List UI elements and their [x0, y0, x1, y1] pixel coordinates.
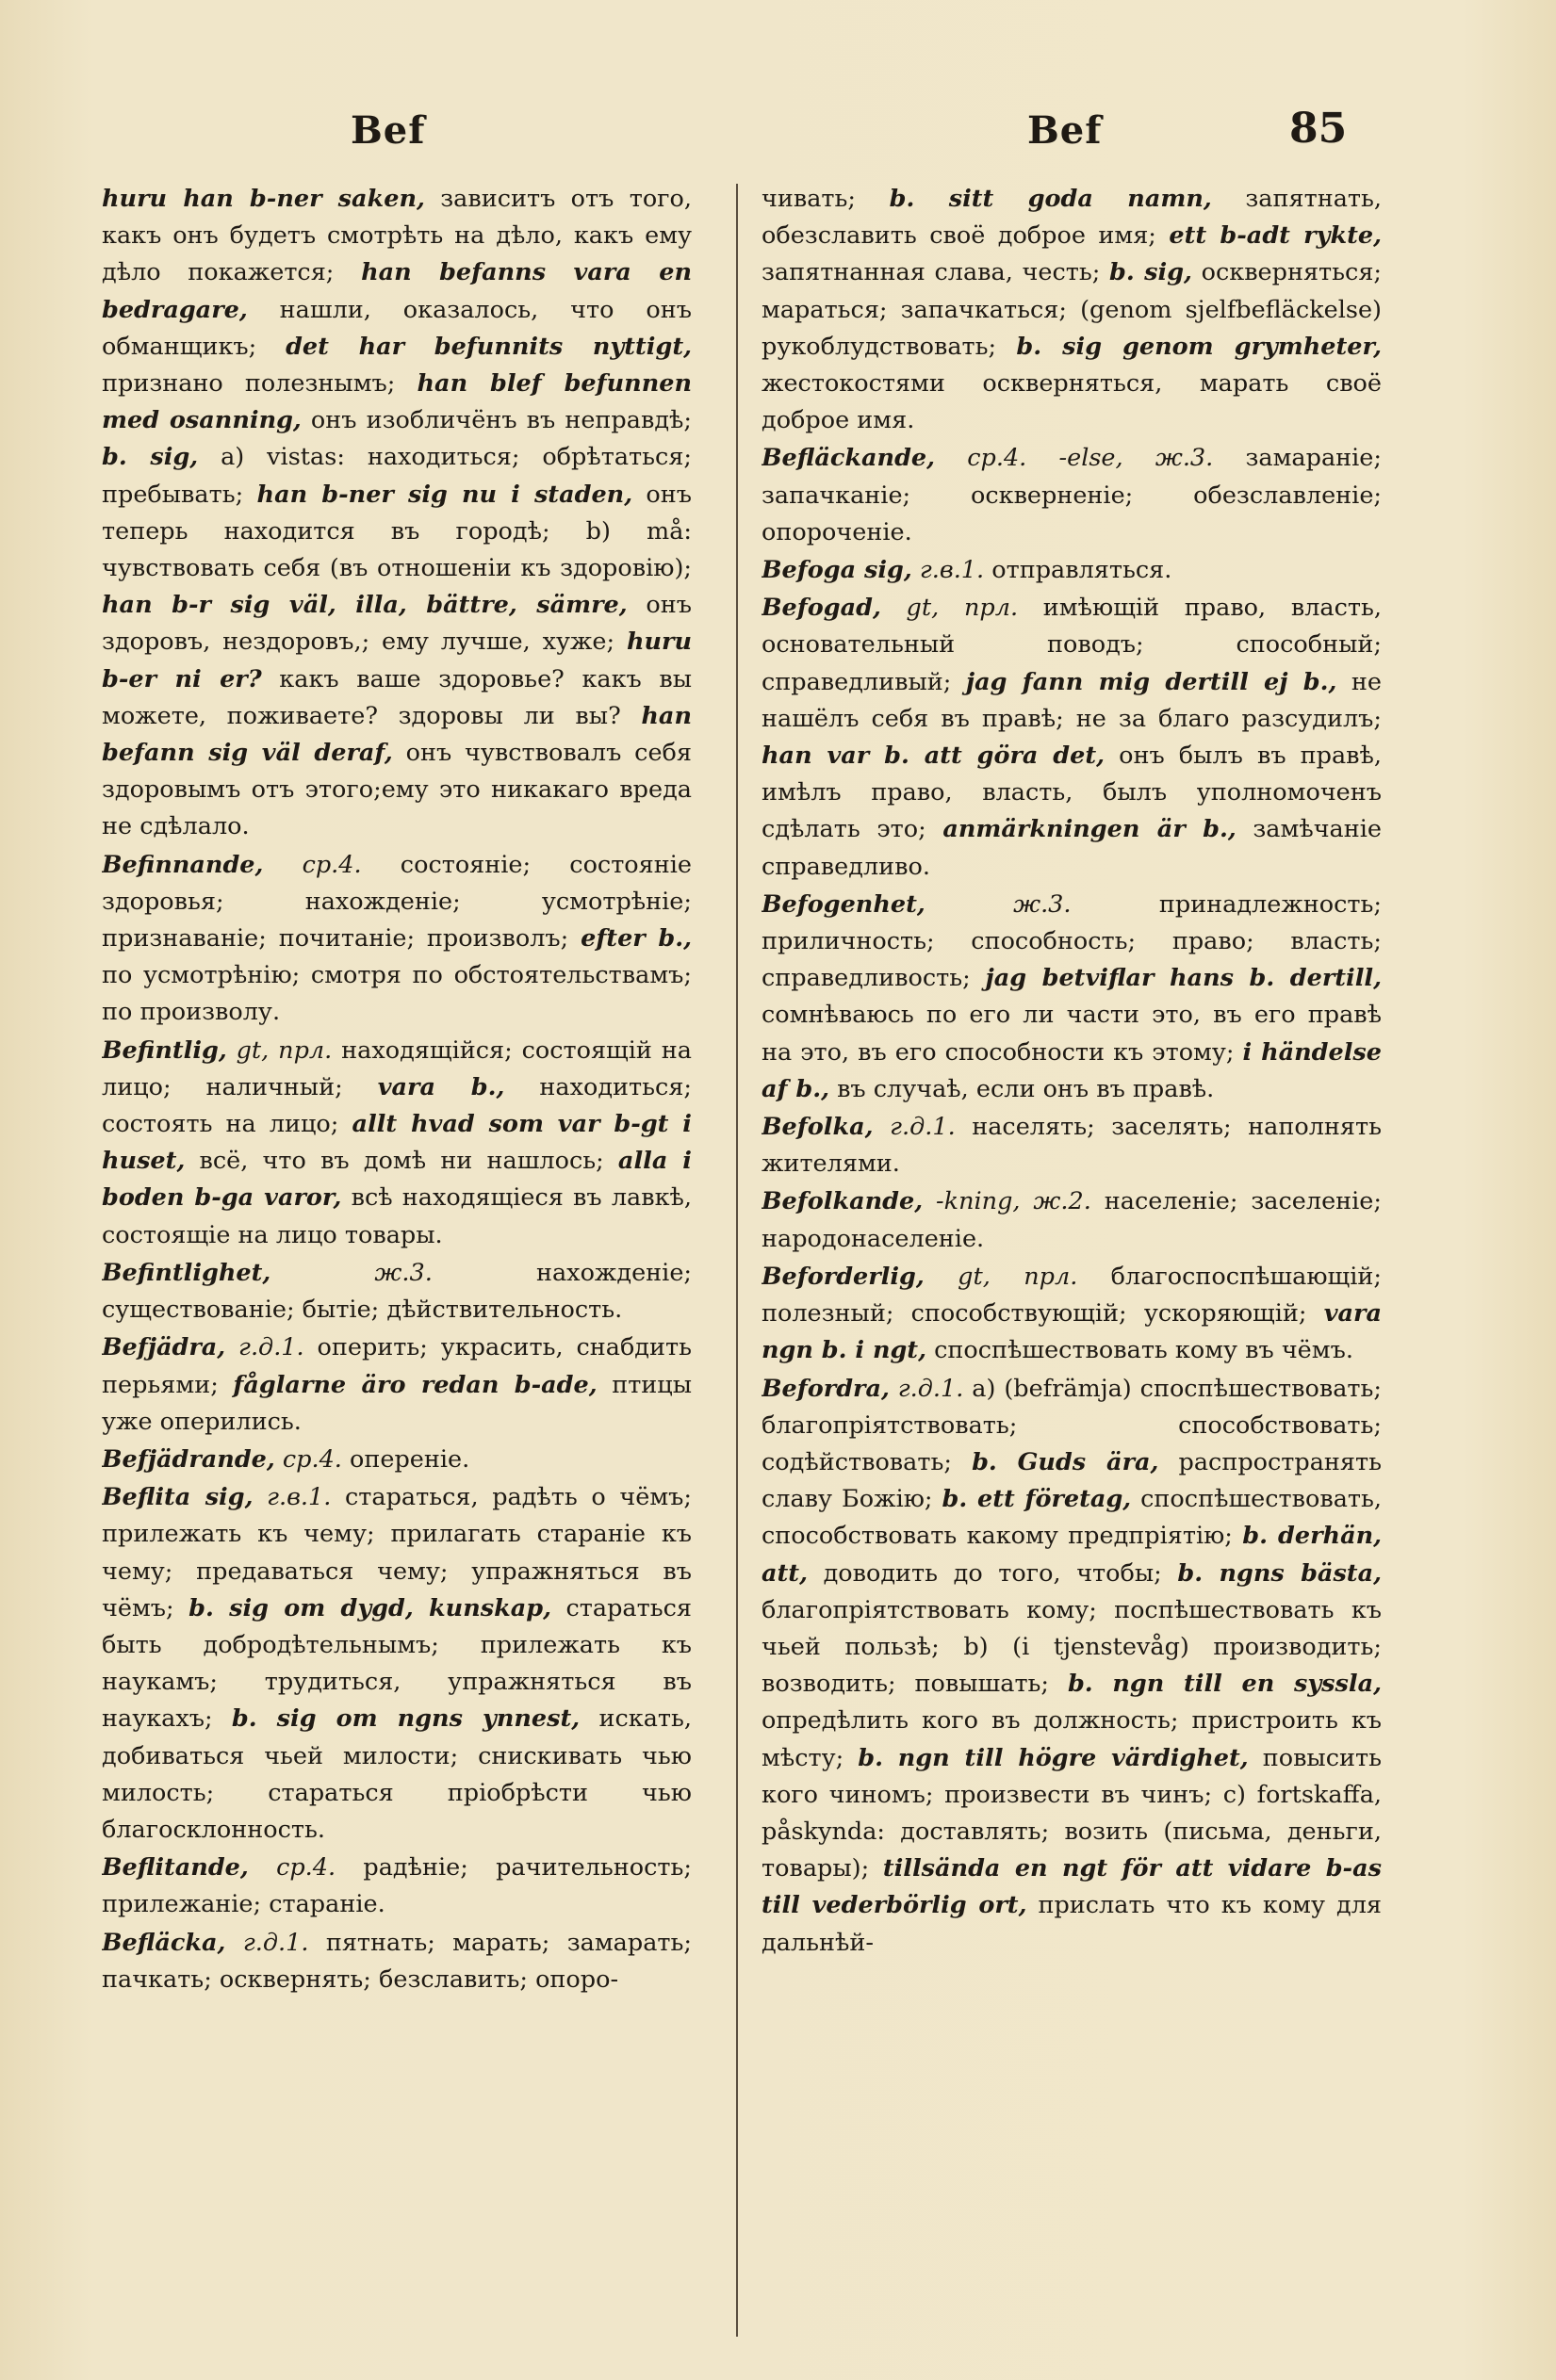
russian-translation: споспѣшествовать кому въ чёмъ.: [925, 1336, 1353, 1365]
running-head-right: Bef: [1027, 108, 1103, 153]
swedish-example: huru han b-ner saken,: [102, 185, 425, 213]
swedish-example: han befann sig väl deraf,: [102, 701, 692, 768]
russian-translation: стараться, радѣть о чёмъ; прилежать къ чему; прилагать стараніе къ чему; предаваться чему; упражняться въ чёмъ;: [102, 1483, 692, 1622]
russian-translation: опереніе.: [341, 1444, 470, 1474]
russian-translation: онъ здоровъ, нездоровъ,; ему лучше, хуже;: [102, 591, 692, 657]
swedish-example: anmärkningen är b.,: [942, 815, 1237, 844]
russian-translation: благоспоспѣшающій; полезный; способствующій; ускоряющій;: [762, 1262, 1382, 1329]
swedish-example: b. sitt goda namn,: [889, 185, 1212, 213]
entry-grammar: ср.4.: [263, 850, 362, 879]
entry-headword: Beflitande,: [102, 1853, 249, 1883]
russian-translation: находиться; состоять на лицо;: [102, 1072, 692, 1139]
entry-grammar: gt, прл.: [924, 1262, 1078, 1291]
swedish-example: allt hvad som var b-gt i huset,: [102, 1110, 692, 1176]
entry-headword: Befogenhet,: [762, 889, 925, 919]
russian-translation: прислать что къ кому для дальнѣй-: [762, 1891, 1382, 1957]
russian-translation: въ случаѣ, если онъ въ правѣ.: [828, 1074, 1215, 1103]
swedish-example: han blef befunnen med osanning,: [102, 369, 692, 435]
entry-headword: Befläcka,: [102, 1928, 226, 1957]
swedish-example: b. sig,: [102, 443, 199, 472]
swedish-example: han befanns vara en bedragare,: [102, 258, 692, 324]
russian-translation: запятнанная слава, честь;: [762, 258, 1110, 287]
swedish-example: jag fann mig dertill ej b.,: [965, 667, 1337, 696]
entry-headword: Befintlighet,: [102, 1258, 271, 1287]
entry-grammar: gt, прл.: [880, 594, 1019, 623]
russian-translation: не нашёлъ себя въ правѣ; не за благо разсудилъ;: [762, 667, 1382, 733]
entry-grammar: gt, прл.: [226, 1035, 333, 1065]
entry-grammar: г.д.1.: [873, 1113, 956, 1142]
entry-headword: Befogad,: [762, 594, 881, 623]
russian-translation: жестокостями оскверняться, марать своё доброе имя.: [762, 369, 1382, 435]
russian-translation: населять; заселять; наполнять жителями.: [762, 1113, 1382, 1179]
swedish-example: b. ngns bästa,: [1177, 1558, 1382, 1588]
russian-translation: всё, что въ домѣ ни нашлось;: [185, 1147, 618, 1176]
dictionary-entry: [762, 440, 1382, 551]
entry-grammar: ср.4.: [248, 1853, 336, 1883]
russian-translation: пятнать; марать; замарать; пачкать; осквернять; безславить; опоро-: [102, 1928, 692, 1994]
entry-headword: Befintlig,: [102, 1035, 227, 1065]
entry-headword: Beforderlig,: [762, 1262, 925, 1291]
russian-translation: состояніе; состояніе здоровья; нахожденіе; усмотрѣніе; признаваніе; почитаніе; произволъ;: [102, 850, 692, 954]
entry-headword: Befolkande,: [762, 1187, 924, 1216]
swedish-example: i händelse af b.,: [762, 1037, 1382, 1103]
page-number: 85: [1289, 105, 1348, 153]
swedish-example: b. derhän, att,: [762, 1522, 1382, 1588]
entry-headword: Befordra,: [762, 1374, 890, 1403]
russian-translation: радѣніе; рачительность; прилежаніе; стараніе.: [102, 1853, 692, 1919]
swedish-example: b. ngn till högre värdighet,: [858, 1743, 1249, 1772]
russian-translation: онъ чувствовалъ себя здоровымъ отъ этого;ему это никакаго вреда не сдѣлало.: [102, 739, 692, 841]
russian-translation: благопріятствовать кому; поспѣшествовать къ чьей пользѣ; b) (i tjenstevåg) производить; возводить; повышать;: [762, 1595, 1382, 1699]
swedish-example: b. Guds ära,: [972, 1447, 1159, 1476]
russian-translation: оскверняться; мараться; запачкаться; (genom sjelfbefläckelse) рукоблудствовать;: [762, 258, 1382, 361]
entry-grammar: г.в.1.: [911, 556, 985, 585]
swedish-example: han b-r sig väl, illa, bättre, sämre,: [102, 591, 628, 620]
russian-translation: онъ теперь находится въ городѣ; b) må: чувствовать себя (въ отношеніи къ здоровію);: [102, 480, 692, 583]
entry-grammar: г.д.1.: [225, 1928, 309, 1957]
swedish-example: alla i boden b-ga varor,: [102, 1147, 692, 1213]
russian-translation: a) vistas: находиться; обрѣтаться; пребывать;: [102, 443, 692, 509]
entry-grammar: -kning, ж.2.: [923, 1187, 1091, 1216]
russian-translation: споспѣшествовать, способствовать какому предпріятію;: [762, 1485, 1382, 1551]
dictionary-entry: [762, 181, 1382, 439]
swedish-example: vara ngn b. i ngt,: [762, 1299, 1382, 1365]
dictionary-entry: [102, 1925, 692, 1998]
swedish-example: efter b.,: [581, 924, 692, 954]
left-column: [102, 181, 692, 2348]
dictionary-entry: [102, 1033, 692, 1254]
swedish-example: b. ett företag,: [942, 1485, 1132, 1514]
swedish-example: fåglarne äro redan b-ade,: [233, 1370, 598, 1399]
swedish-example: b. ngn till en syssla,: [1067, 1670, 1382, 1699]
swedish-example: b. sig genom grymheter,: [1016, 332, 1382, 361]
russian-translation: a) (befrämja) споспѣшествовать; благопріятствовать; способствовать; содѣйствовать;: [762, 1374, 1382, 1476]
dictionary-entry: [762, 590, 1382, 886]
swedish-example: han b-ner sig nu i staden,: [256, 480, 633, 509]
russian-translation: населеніе; заселеніе; народонаселеніе.: [762, 1187, 1382, 1253]
swedish-example: han var b. att göra det,: [762, 742, 1106, 771]
entry-headword: Beflita sig,: [102, 1483, 254, 1512]
russian-translation: оперить; украсить, снабдить перьями;: [102, 1333, 692, 1399]
russian-translation: онъ былъ въ правѣ, имѣлъ право, власть, былъ уполномоченъ сдѣлать это;: [762, 742, 1382, 844]
dictionary-entry: [102, 1850, 692, 1923]
swedish-example: det har befunnits nyttigt,: [286, 332, 692, 361]
russian-translation: доводить до того, чтобы;: [807, 1558, 1178, 1588]
swedish-example: tillsända en ngt för att vidare b-as till vederbörlig ort,: [762, 1854, 1382, 1920]
swedish-example: ett b-adt rykte,: [1169, 221, 1382, 251]
russian-translation: сомнѣваюсь по его ли части это, въ его правѣ на это, въ его способности къ этому;: [762, 1001, 1382, 1067]
entry-headword: Befolka,: [762, 1113, 874, 1142]
dictionary-entry: [102, 1479, 692, 1849]
entry-grammar: г.д.1.: [225, 1333, 304, 1362]
russian-translation: принадлежность; приличность; способность; право; власть; справедливость;: [762, 889, 1382, 993]
entry-headword: Befjädrande,: [102, 1444, 275, 1474]
dictionary-entry: [762, 1109, 1382, 1182]
russian-translation: нахожденіе; существованіе; бытіе; дѣйствительность.: [102, 1258, 692, 1325]
dictionary-entry: [762, 1259, 1382, 1370]
entry-headword: Befinnande,: [102, 850, 264, 879]
dictionary-entry: [102, 847, 692, 1032]
dictionary-entry: [762, 1371, 1382, 1962]
russian-translation: запятнать, обезславить своё доброе имя;: [762, 185, 1382, 251]
dictionary-entry: [102, 1255, 692, 1329]
russian-translation: признано полезнымъ;: [102, 369, 418, 399]
swedish-example: b. sig om dygd, kunskap,: [188, 1593, 551, 1622]
entry-headword: Befläckande,: [762, 444, 936, 473]
entry-grammar: г.д.1.: [889, 1374, 964, 1403]
russian-translation: всѣ находящіеся въ лавкѣ, состоящіе на лицо товары.: [102, 1183, 692, 1249]
russian-translation: по усмотрѣнію; смотря по обстоятельствамъ; по произволу.: [102, 961, 692, 1027]
entry-grammar: ср.4. -else, ж.3.: [935, 444, 1214, 473]
russian-translation: находящійся; состоящій на лицо; наличный;: [102, 1035, 692, 1101]
russian-translation: повысить кого чиномъ; произвести въ чинъ; c) fortskaffa, påskynda: доставлять; возить (письма, деньги, товары);: [762, 1743, 1382, 1883]
entry-headword: Befoga sig,: [762, 556, 912, 585]
dictionary-entry: [762, 1183, 1382, 1257]
russian-translation: какъ ваше здоровье? какъ вы можете, поживаете? здоровы ли вы?: [102, 664, 692, 730]
dictionary-entry: [762, 552, 1382, 589]
swedish-example: jag betviflar hans b. dertill,: [985, 964, 1382, 993]
entry-grammar: ж.3.: [925, 889, 1072, 919]
running-head-left: Bef: [351, 108, 426, 153]
swedish-example: b. sig,: [1109, 258, 1192, 287]
russian-translation: распространять славу Божію;: [762, 1447, 1382, 1514]
russian-translation: имѣющій право, власть, основательный поводъ; способный; справедливый;: [762, 594, 1382, 696]
russian-translation: онъ изобличёнъ въ неправдѣ;: [301, 406, 692, 435]
dictionary-entry: [762, 887, 1382, 1108]
russian-translation: опредѣлить кого въ должность; пристроить къ мѣсту;: [762, 1706, 1382, 1772]
column-divider: [736, 184, 738, 2337]
swedish-example: b. sig om ngns ynnest,: [231, 1704, 581, 1734]
right-column: [762, 181, 1382, 2348]
russian-translation: искать, добиваться чьей милости; снискивать чью милость; стараться пріобрѣсти чью благосклонность.: [102, 1704, 692, 1844]
russian-translation: замараніе; запачканіе; оскверненіе; обезславленіе; опороченіе.: [762, 444, 1382, 546]
dictionary-entry: [102, 1329, 692, 1441]
page-header: [0, 105, 1556, 165]
russian-translation: чивать;: [762, 185, 890, 213]
entry-grammar: ж.3.: [270, 1258, 433, 1287]
swedish-example: huru b-er ni er?: [102, 628, 692, 693]
entry-grammar: г.в.1.: [253, 1483, 332, 1512]
dictionary-entry: [102, 1442, 692, 1478]
russian-translation: замѣчаніе справедливо.: [762, 815, 1382, 881]
russian-translation: зависитъ отъ того, какъ онъ будетъ смотрѣть на дѣло, какъ ему дѣло покажется;: [102, 185, 692, 287]
russian-translation: нашли, оказалось, что онъ обманщикъ;: [102, 295, 692, 361]
russian-translation: стараться быть добродѣтельнымъ; прилежать къ наукамъ; трудиться, упражняться въ наукахъ;: [102, 1593, 692, 1734]
dictionary-entry: [102, 181, 692, 846]
russian-translation: птицы уже оперились.: [102, 1370, 692, 1436]
swedish-example: vara b.,: [377, 1072, 505, 1101]
entry-headword: Befjädra,: [102, 1333, 226, 1362]
russian-translation: отправляться.: [984, 556, 1172, 585]
entry-grammar: ср.4.: [274, 1444, 342, 1474]
